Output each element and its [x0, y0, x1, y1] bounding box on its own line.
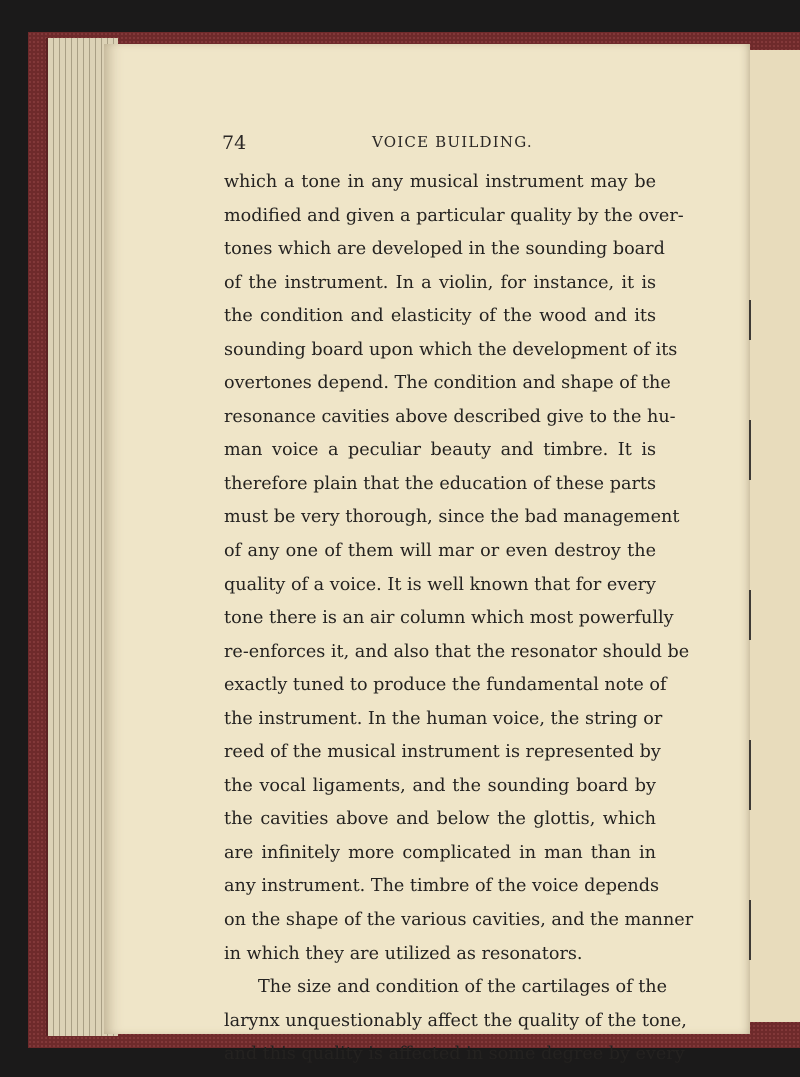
text-line: must be very thorough, since the bad management — [224, 507, 680, 528]
facing-page-rule — [749, 740, 751, 810]
text-line: the cavities above and below the glottis, which — [224, 809, 656, 830]
text-line: exactly tuned to produce the fundamental note of — [224, 675, 667, 696]
text-line: are infinitely more complicated in man than in — [224, 842, 656, 863]
facing-page-rule — [749, 420, 751, 480]
running-head — [222, 130, 668, 156]
text-line: tone there is an air column which most powerfully — [224, 608, 674, 629]
text-line: in which they are utilized as resonators. — [224, 943, 583, 964]
text-line: which a tone in any musical instrument may be — [224, 172, 656, 192]
text-line: of any one of them will mar or even destroy the — [224, 541, 656, 562]
text-line: modified and given a particular quality by the over- — [224, 205, 684, 226]
text-line: therefore plain that the education of these parts — [224, 473, 656, 494]
text-line: of the instrument. In a violin, for instance, it is — [224, 272, 656, 293]
text-line: the instrument. In the human voice, the string or — [224, 708, 663, 729]
text-line: re-enforces it, and also that the resonator should be — [224, 641, 690, 662]
page-number: 74 — [222, 132, 247, 154]
text-line: quality of a voice. It is well known that for every — [224, 574, 656, 595]
text-line: resonance cavities above described give to the hu- — [224, 406, 676, 427]
text-line: man voice a peculiar beauty and timbre. It is — [224, 440, 656, 461]
facing-page-edge — [748, 50, 800, 1022]
text-line: overtones depend. The condition and shape of the — [224, 373, 671, 394]
text-line: the vocal ligaments, and the sounding board by — [224, 775, 656, 796]
text-line: the condition and elasticity of the wood and its — [224, 306, 656, 327]
text-line: larynx unquestionably affect the quality of the tone, — [224, 1010, 687, 1031]
text-line: sounding board upon which the development of its — [224, 339, 678, 360]
facing-page-rule — [749, 300, 751, 340]
text-line: tones which are developed in the sounding board — [224, 239, 665, 260]
facing-page-rule — [749, 900, 751, 960]
text-line: reed of the musical instrument is represented by — [224, 742, 661, 763]
body-text — [224, 166, 694, 1072]
text-line: and this quality is affected in some degree by every — [224, 1044, 685, 1065]
facing-page-rule — [749, 590, 751, 640]
text-line: any instrument. The timbre of the voice depends — [224, 876, 660, 897]
text-line: on the shape of the various cavities, and the manner — [224, 910, 694, 931]
paragraph-start-line: The size and condition of the cartilages of the — [258, 977, 668, 998]
running-title: VOICE BUILDING. — [372, 133, 533, 151]
